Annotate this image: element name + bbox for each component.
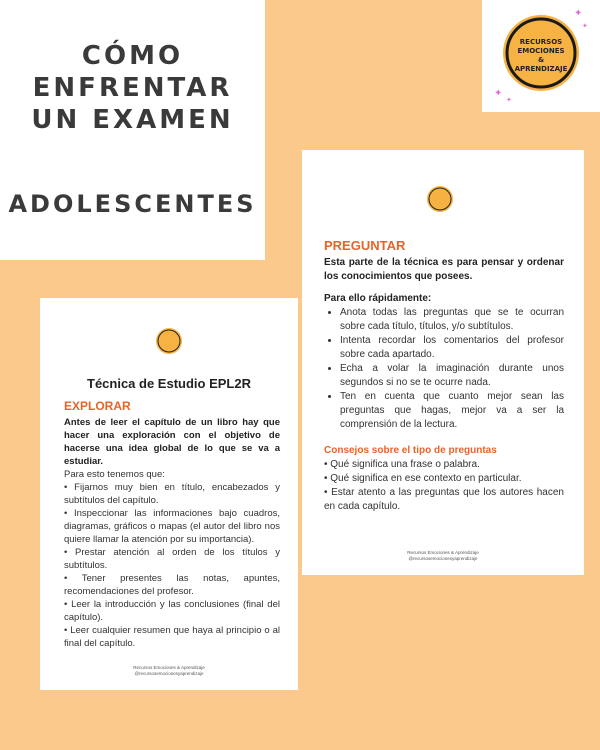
list-item: • Prestar atención al orden de los títulos y subtítulos. [64,547,280,571]
card-body [324,256,564,514]
sparkle-icon: ✦ [494,88,503,99]
page-subtitle: ADOLESCENTES [8,190,257,218]
logo-line-2: EMOCIONES [517,47,565,55]
list-item: • Leer la introducción y las conclusiones (final del capítulo). [64,599,280,623]
card-footer [302,550,584,562]
title-line-3: UN EXAMEN [31,105,234,135]
title-panel [0,0,265,260]
list-item: • Estar atento a las preguntas que los autores hacen en cada capítulo. [324,487,564,512]
list-item: • Echa a volar la imaginación durante unos segundos si no se te ocurre nada. [340,362,564,390]
footer-line-2: @recursosemocionesyaprendizaje [408,556,478,561]
footer-line-1: Recursos Emociones & Aprendizaje [133,665,205,670]
card-preguntar [302,150,584,575]
sparkle-icon: ✦ [574,8,583,19]
card-logo-icon [425,184,455,214]
section-heading: EXPLORAR [64,399,131,413]
title-line-2: ENFRENTAR [32,73,233,103]
tips-list [324,458,564,514]
footer-line-2: @recursosemocionesyaprendizaje [134,671,204,676]
list-item: • Qué significa en ese contexto en particular. [324,473,522,484]
logo-line-1: RECURSOS [519,38,563,46]
question-list [324,306,564,432]
list-item: • Tener presentes las notas, apuntes, recomendaciones del profesor. [64,573,280,597]
logo-line-3: & [537,56,545,64]
sparkle-icon: ✦ [506,97,512,104]
page-title [0,40,265,136]
list-item: • Intenta recordar los comentarios del profesor sobre cada apartado. [340,334,564,362]
tips-heading: Consejos sobre el tipo de preguntas [324,445,497,456]
title-line-1: CÓMO [81,41,184,71]
section-heading: PREGUNTAR [324,238,406,253]
list-item: • Fijarnos muy bien en título, encabezados y subtítulos del capítulo. [64,482,280,506]
list-item: • Leer cualquier resumen que haya al principio o al final del capítulo. [64,625,280,649]
logo-line-4: APRENDIZAJE [514,65,568,73]
list-item: • Qué significa una frase o palabra. [324,459,480,470]
lead-text: Para ello rápidamente: [324,293,432,304]
logo-text [498,38,584,74]
sparkle-icon: ✦ [582,23,588,30]
card-body [64,416,280,650]
list-item: • Inspeccionar las informaciones bajo cuadros, diagramas, gráficos o mapas (el autor del libro nos quiere llamar la atención por su importancia). [64,508,280,545]
card-explorar [40,298,298,690]
card-footer [40,665,298,677]
brand-logo-panel [482,0,600,112]
list-item: • Ten en cuenta que cuanto mejor sean las preguntas que hagas, mejor va a ser la comprensión de la lectura. [340,390,564,432]
intro-text: Esta parte de la técnica es para pensar y ordenar los conocimientos que posees. [324,257,564,282]
card-title: Técnica de Estudio EPL2R [87,376,251,391]
card-logo-icon [154,326,184,356]
lead-text: Para esto tenemos que: [64,469,165,480]
brand-logo [498,10,584,96]
explore-list [64,481,280,650]
list-item: • Anota todas las preguntas que se te ocurran sobre cada título, títulos, y/o subtítulos. [340,306,564,334]
footer-line-1: Recursos Emociones & Aprendizaje [407,550,479,555]
intro-text: Antes de leer el capítulo de un libro hay que hacer una exploración con el objetivo de hacerse una idea global de lo que se va a estudiar. [64,417,280,467]
